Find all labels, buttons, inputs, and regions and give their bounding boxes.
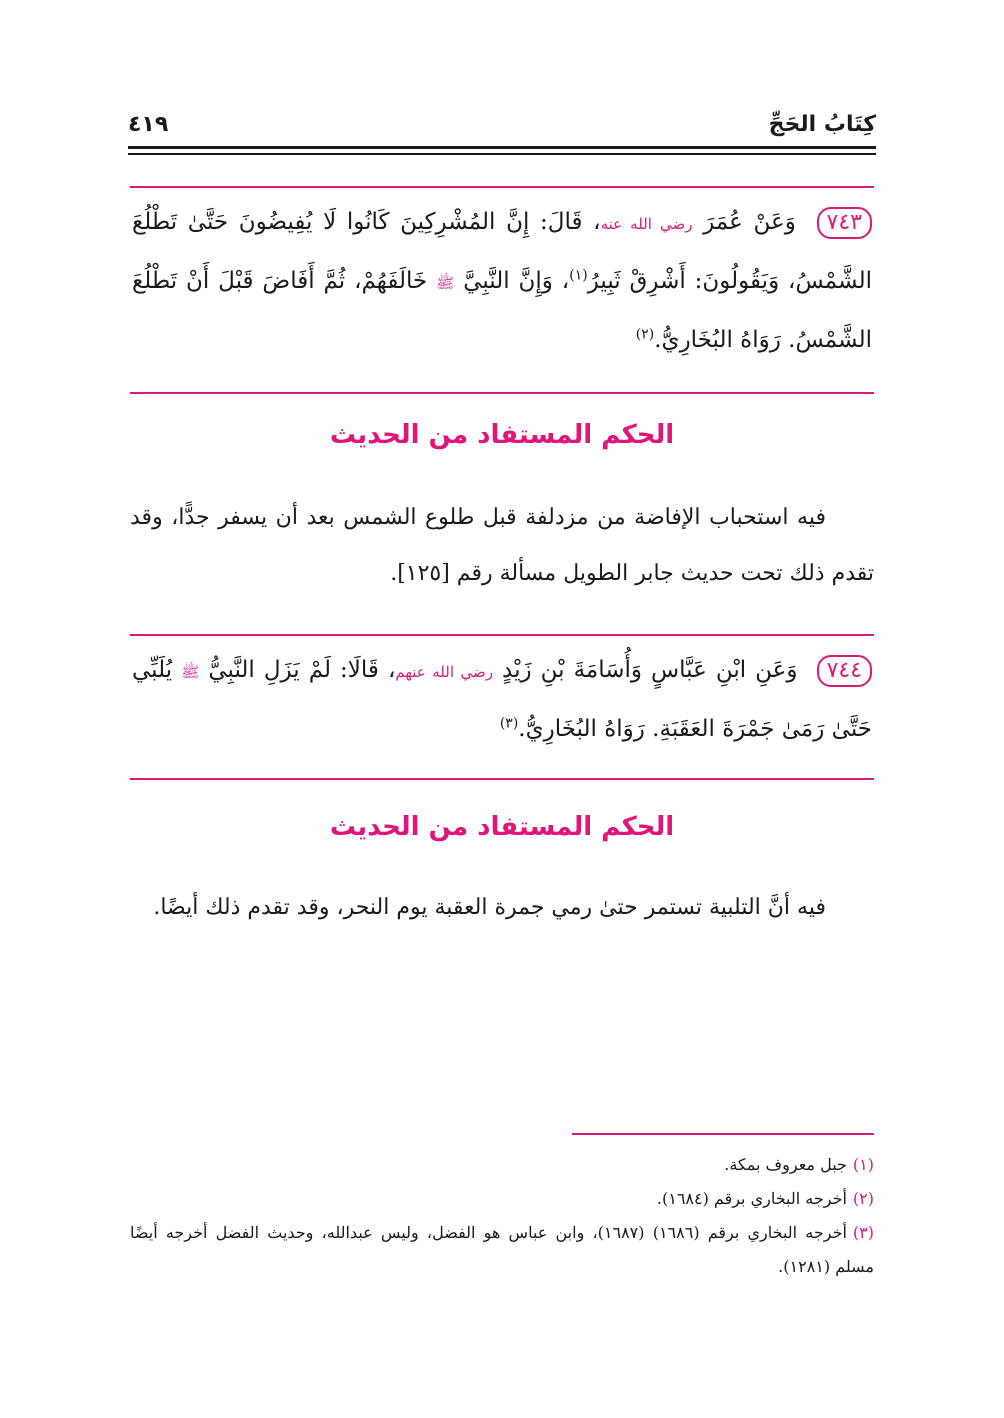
footnote-number: (٣) <box>852 1223 874 1242</box>
commentary-paragraph: فيه أنَّ التلبية تستمر حتىٰ رمي جمرة العقبة يوم النحر، وقد تقدم ذلك أيضًا. <box>153 895 826 920</box>
hadith-text: يُلَبِّي حَتَّىٰ رَمَىٰ جَمْرَةَ العَقَبَةِ. رَوَاهُ البُخَارِيُّ. <box>132 657 872 742</box>
section-heading: الحكم المستفاد من الحديث <box>329 812 675 842</box>
hadith-744 <box>130 634 874 780</box>
honorific-glyph: رضي الله عنه <box>600 215 693 233</box>
footnote-text: أخرجه البخاري برقم (١٦٨٤). <box>656 1189 847 1208</box>
footnote-ref[interactable]: (٢) <box>635 326 655 343</box>
hadith-text: وَعَنِ ابْنِ عَبَّاسٍ وَأُسَامَةَ بْنِ زَيْدٍ <box>502 657 798 683</box>
honorific-glyph: رضي الله عنهم <box>395 663 493 681</box>
footnote-item <box>130 1216 874 1284</box>
footnote-number: (٢) <box>852 1189 874 1208</box>
header-rule <box>128 146 876 149</box>
footnote-ref[interactable]: (١) <box>569 267 588 284</box>
footnote-ref[interactable]: (٣) <box>499 715 519 732</box>
hadith-text: ، قَالَ: إِنَّ المُشْرِكِينَ كَانُوا لَا يُفِيضُونَ حَتَّىٰ تَطْلُعَ الشَّمْسُ، وَيَقُولُونَ: أَشْرِقْ ثَبِيرُ <box>132 209 873 294</box>
footnote-item <box>130 1182 874 1216</box>
footnotes <box>130 1148 874 1284</box>
honorific-glyph: ﷺ <box>436 274 455 292</box>
hadith-743 <box>130 186 874 394</box>
hadith-text: ، قَالَا: لَمْ يَزَلِ النَّبِيُّ <box>208 657 396 683</box>
section-heading: الحكم المستفاد من الحديث <box>329 420 675 450</box>
hadith-text: خَالَفَهُمْ، ثُمَّ أَفَاضَ قَبْلَ أَنْ تَطْلُعَ الشَّمْسُ. رَوَاهُ البُخَارِيُّ. <box>132 268 872 353</box>
footnote-item <box>130 1148 874 1182</box>
footnote-text: أخرجه البخاري برقم (١٦٨٦) (١٦٨٧)، وابن عباس هو الفضل، وليس عبدالله، وحديث الفضل أخرجه أيضًا مسلم (١٢٨١). <box>130 1223 874 1276</box>
header-rule-thin <box>128 153 876 155</box>
book-title: كِتَابُ الحَجِّ <box>768 112 876 137</box>
footnote-text: جبل معروف بمكة. <box>724 1155 847 1174</box>
hadith-text: ، وَإِنَّ النَّبِيَّ <box>463 268 570 294</box>
hadith-number-badge: ٧٤٣ <box>817 207 872 239</box>
footnote-number: (١) <box>852 1155 874 1174</box>
page-number: ٤١٩ <box>128 112 169 137</box>
hadith-number-badge: ٧٤٤ <box>817 655 872 687</box>
commentary-paragraph: فيه استحباب الإفاضة من مزدلفة قبل طلوع الشمس بعد أن يسفر جدًّا، وقد تقدم ذلك تحت حديث جابر الطويل مسألة رقم [١٢٥]. <box>130 505 874 586</box>
footnote-divider <box>572 1133 874 1135</box>
hadith-text: وَعَنْ عُمَرَ <box>703 209 796 235</box>
honorific-glyph: ﷺ <box>181 663 200 681</box>
